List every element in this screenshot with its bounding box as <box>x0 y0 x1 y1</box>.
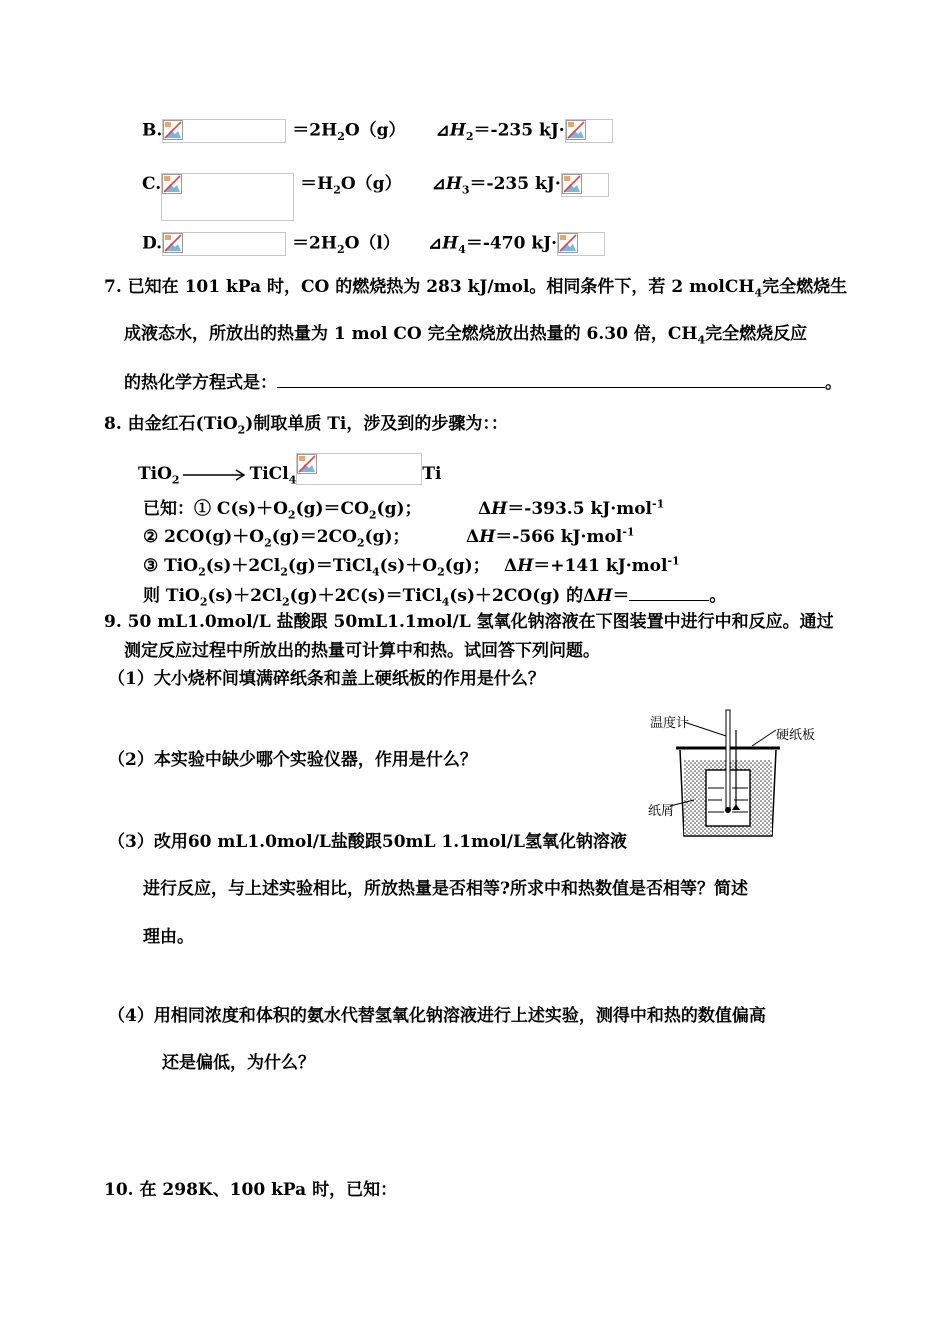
known-2-dh: ΔH＝-566 kJ·mol$^{-1}$ <box>466 525 635 547</box>
known-2: ② $2CO(g)+O_2(g)=2CO_2(g)$； <box>143 527 410 550</box>
q9-part3a: （3）改用60 mL1.0mol/L盐酸跟50mL 1.1mol/L氢氧化钠溶液 <box>108 832 627 852</box>
q8-result: 则 $TiO_2(s)+2Cl_2(g)+2C(s)=TiCl_4(s)+2CO(g)$ 的ΔH＝ 。 <box>143 586 727 609</box>
q8-line1: 8. 由金红石(TiO$_2$)制取单质 Ti，涉及到的步骤为：： <box>104 414 508 437</box>
label-paper-scraps: 纸屑 <box>648 804 675 819</box>
broken-image-icon <box>162 119 286 143</box>
q9-part2: （2）本实验中缺少哪个实验仪器，作用是什么？ <box>108 750 477 770</box>
q9-part4b: 还是偏低，为什么？ <box>162 1053 315 1073</box>
arrow-right-icon <box>183 468 247 482</box>
broken-image-icon <box>565 119 613 143</box>
known-3: ③ $TiO_2(s)+2Cl_2(g)=TiCl_4(s)+O_2(g)$； <box>143 556 490 579</box>
option-b: B. $=2H_2O(g)$ $⊿H_2=-235$ kJ· <box>142 119 613 143</box>
answer-blank[interactable] <box>629 584 709 601</box>
known-1-dh: ΔH＝-393.5 kJ·mol$^{-1}$ <box>478 497 665 519</box>
q9-line2: 测定反应过程中所放出的热量可计算中和热。试回答下列问题。 <box>124 641 600 661</box>
answer-blank[interactable] <box>277 371 825 388</box>
known-3-dh: ΔH＝+141 kJ·mol$^{-1}$ <box>504 554 680 576</box>
calorimeter-figure <box>640 700 840 845</box>
broken-image-icon <box>161 173 294 221</box>
q8-steps: TiO$_2$ TiCl$_4$ Ti <box>138 453 441 485</box>
option-c: C. $=H_2O(g)$ $⊿H_3=-235$ kJ· <box>142 173 609 221</box>
broken-image-icon <box>557 232 605 256</box>
q7-line1: 7. 已知在 101 kPa 时，CO 的燃烧热为 283 kJ/mol。相同条件下，若 2 molCH$_4$完全燃烧生 <box>104 277 848 300</box>
q9-part4a: （4）用相同浓度和体积的氨水代替氢氧化钠溶液进行上述实验，测得中和热的数值偏高 <box>108 1006 766 1026</box>
broken-image-icon <box>561 173 609 197</box>
known-1: 已知：① $C(s)+O_2(g)=CO_2(g)$； <box>143 499 422 522</box>
option-d: D. $=2H_2O(l)$ $⊿H_4=-470$ kJ· <box>142 232 605 256</box>
q7-line3: 的热化学方程式是： 。 <box>124 373 842 393</box>
broken-image-icon <box>162 232 286 256</box>
q7-line2: 成液态水，所放出的热量为 1 mol CO 完全燃烧放出热量的 6.30 倍，$CH_4$完全燃烧反应 <box>124 324 808 347</box>
q10-line1: 10. 在 298K、100 kPa 时，已知： <box>104 1180 398 1200</box>
q9-part3b: 进行反应，与上述实验相比，所放热量是否相等?所求中和热数值是否相等？简述 <box>143 879 748 899</box>
broken-image-icon <box>296 453 422 485</box>
q9-line1: 9. 50 mL1.0mol/L 盐酸跟 50mL1.1mol/L 氢氧化钠溶液在下图装置中进行中和反应。通过 <box>104 612 834 632</box>
label-thermometer: 温度计 <box>650 716 690 731</box>
q9-part3c: 理由。 <box>143 927 194 947</box>
q9-part1: （1）大小烧杯间填满碎纸条和盖上硬纸板的作用是什么？ <box>108 669 545 689</box>
label-cardboard: 硬纸板 <box>776 728 816 743</box>
